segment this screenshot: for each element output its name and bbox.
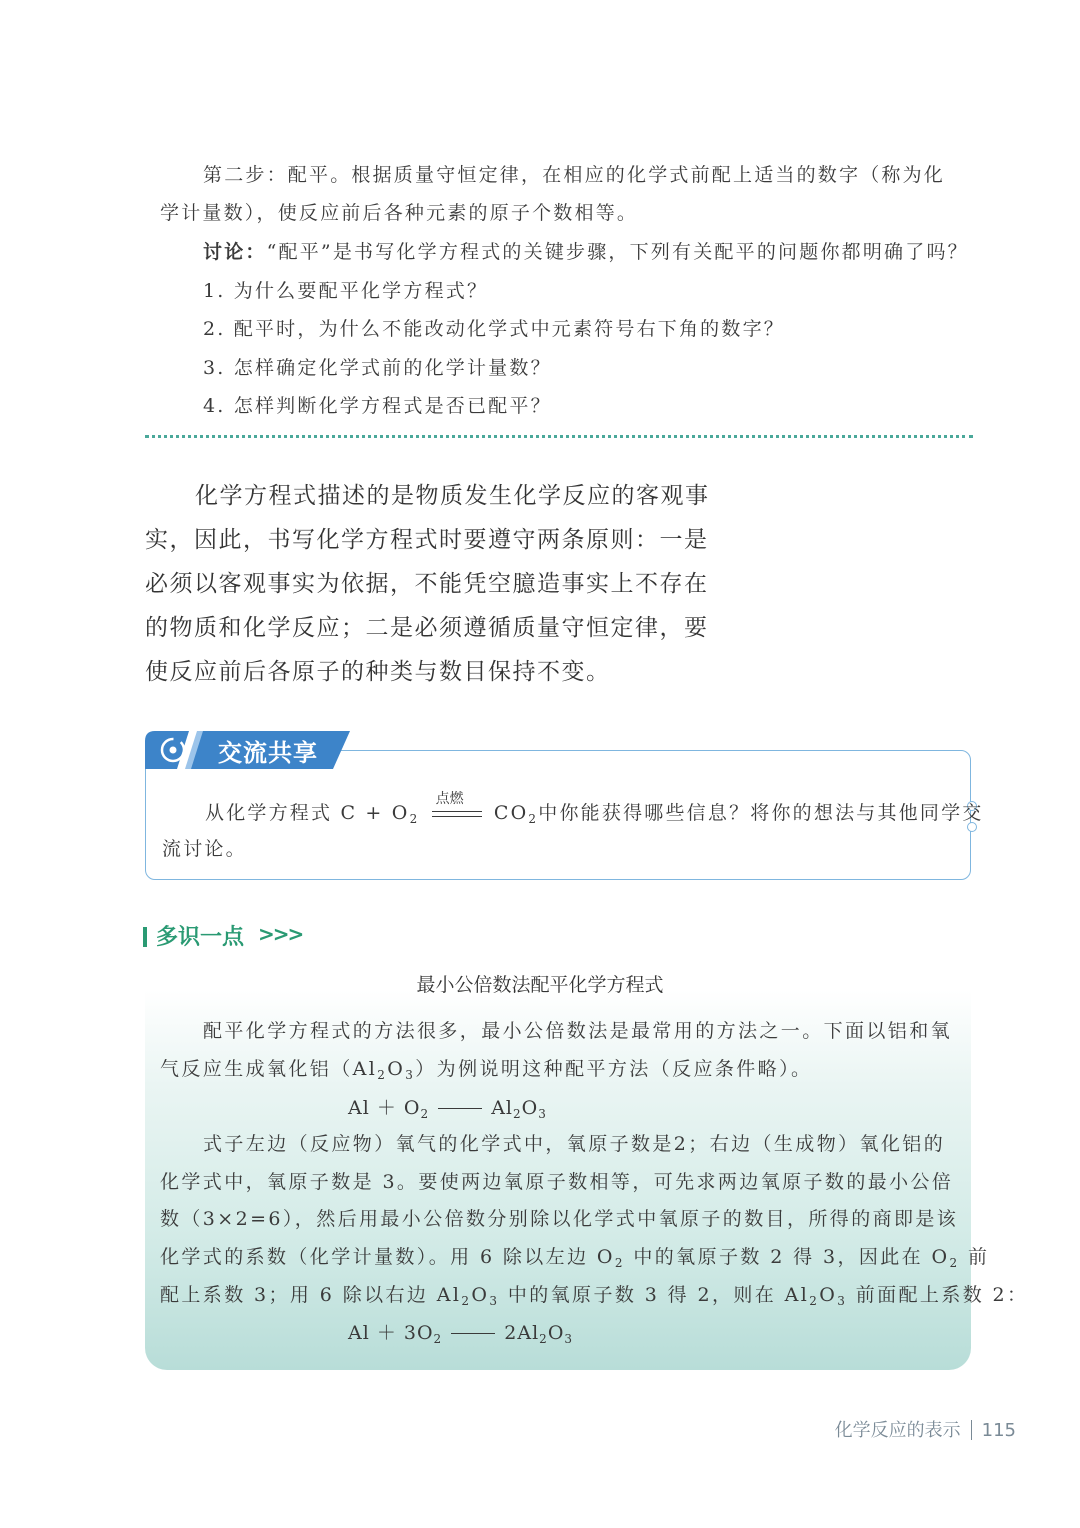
text-span: ）为例说明这种配平方法（反应条件略）。 [415, 1058, 813, 1080]
knowledge-equation-1 [348, 1093, 547, 1120]
knowledge-p2-line4 [160, 1242, 989, 1269]
knowledge-heading: 最小公倍数法配平化学方程式 [416, 974, 664, 996]
subscript: 2 [614, 1256, 625, 1270]
subscript: 2 [513, 1107, 522, 1121]
share-o2-subscript: 2 [409, 812, 420, 826]
step2-line2: 学计量数），使反应前后各种元素的原子个数相等。 [160, 202, 639, 224]
subscript: 2 [539, 1332, 548, 1346]
subscript: 3 [405, 1068, 416, 1082]
knowledge-bar [143, 927, 147, 947]
share-eq-post: 中你能获得哪些信息？将你的想法与其他同学交 [538, 802, 984, 824]
text-span: 前面配上系数 2： [847, 1284, 1029, 1306]
discussion-label: 讨论： [203, 241, 267, 263]
share-co2: CO [493, 802, 529, 824]
share-eq-pre: 从化学方程式 C + O [205, 802, 410, 824]
main-text-line5: 使反应前后各原子的种类与数目保持不变。 [145, 659, 611, 685]
subscript: 3 [564, 1332, 574, 1346]
discussion-q3: 3. 怎样确定化学式前的化学计量数？ [203, 357, 552, 379]
equation-right: O [521, 1097, 539, 1119]
discussion-q1: 1. 为什么要配平化学方程式？ [203, 280, 489, 302]
text-span: 中的氧原子数 2 得 3，因此在 O [624, 1246, 950, 1268]
share-question-line2: 流讨论。 [162, 838, 247, 860]
page-number: 115 [981, 1420, 1016, 1441]
discussion-q2: 2. 配平时，为什么不能改动化学式中元素符号右下角的数字？ [203, 318, 785, 340]
equation-left: Al ＋ 3O [348, 1322, 434, 1344]
dotted-divider [145, 435, 973, 438]
reaction-condition-arrow [432, 791, 482, 821]
subscript: 2 [377, 1068, 388, 1082]
text-span: 前 [959, 1246, 990, 1268]
knowledge-section-title: 多识一点 [156, 925, 245, 950]
knowledge-equation-2 [348, 1318, 573, 1345]
knowledge-p1-line1: 配平化学方程式的方法很多，最小公倍数法是最常用的方法之一。下面以铝和氧 [203, 1020, 953, 1042]
share-question-line1 [205, 791, 984, 826]
share-co2-subscript: 2 [528, 812, 539, 826]
text-span: O [819, 1284, 838, 1306]
equal-sign-top [432, 811, 482, 812]
equation-right: Al [491, 1097, 514, 1119]
footer-divider [971, 1420, 972, 1440]
subscript: 3 [538, 1107, 547, 1121]
equal-sign-bottom [432, 816, 482, 817]
page-footer [835, 1416, 1016, 1442]
subscript: 2 [433, 1332, 443, 1346]
subscript: 2 [949, 1256, 960, 1270]
text-span: O [471, 1284, 490, 1306]
text-span: 气反应生成氧化铝（Al [160, 1058, 378, 1080]
equation-line [451, 1333, 495, 1334]
equation-line [438, 1108, 482, 1109]
footer-chapter: 化学反应的表示 [834, 1420, 961, 1441]
step2-line1: 第二步：配平。根据质量守恒定律，在相应的化学式前配上适当的数字（称为化 [203, 164, 946, 186]
main-text-line1: 化学方程式描述的是物质发生化学反应的客观事 [195, 483, 710, 509]
text-span: 中的氧原子数 3 得 2，则在 Al [499, 1284, 810, 1306]
discussion-intro: “配平”是书写化学方程式的关键步骤，下列有关配平的问题你都明确了吗？ [266, 241, 969, 263]
main-text-line3: 必须以客观事实为依据，不能凭空臆造事实上不存在 [145, 571, 709, 597]
share-condition: 点燃 [435, 791, 464, 807]
discussion-intro-line [203, 237, 969, 264]
knowledge-p2-line3: 数（3×2=6），然后用最小公倍数分别除以化学式中氧原子的数目，所得的商即是该 [160, 1208, 959, 1230]
equation-right: O [547, 1322, 565, 1344]
subscript: 2 [420, 1107, 430, 1121]
subscript: 2 [809, 1294, 820, 1308]
equation-right: 2Al [504, 1322, 540, 1344]
share-title: 交流共享 [218, 739, 318, 767]
discussion-q4: 4. 怎样判断化学方程式是否已配平？ [203, 395, 552, 417]
text-span: 配上系数 3；用 6 除以右边 Al [160, 1284, 462, 1306]
subscript: 3 [489, 1294, 500, 1308]
knowledge-p2-line5 [160, 1280, 1028, 1307]
knowledge-p2-line2: 化学式中，氧原子数是 3。要使两边氧原子数相等，可先求两边氧原子数的最小公倍 [160, 1171, 954, 1193]
main-text-line2: 实，因此，书写化学方程式时要遵守两条原则：一是 [145, 527, 709, 553]
knowledge-arrows-icon: >>> [258, 922, 303, 946]
subscript: 2 [461, 1294, 472, 1308]
share-icon [159, 736, 187, 764]
equation-left: Al ＋ O [348, 1097, 421, 1119]
subscript: 3 [837, 1294, 848, 1308]
text-span: O [387, 1058, 406, 1080]
knowledge-p2-line1: 式子左边（反应物）氧气的化学式中，氧原子数是2；右边（生成物）氧化铝的 [203, 1133, 946, 1155]
text-span: 化学式的系数（化学计量数）。用 6 除以左边 O [160, 1246, 615, 1268]
main-text-line4: 的物质和化学反应；二是必须遵循质量守恒定律，要 [145, 615, 709, 641]
knowledge-p1-line2 [160, 1054, 812, 1081]
